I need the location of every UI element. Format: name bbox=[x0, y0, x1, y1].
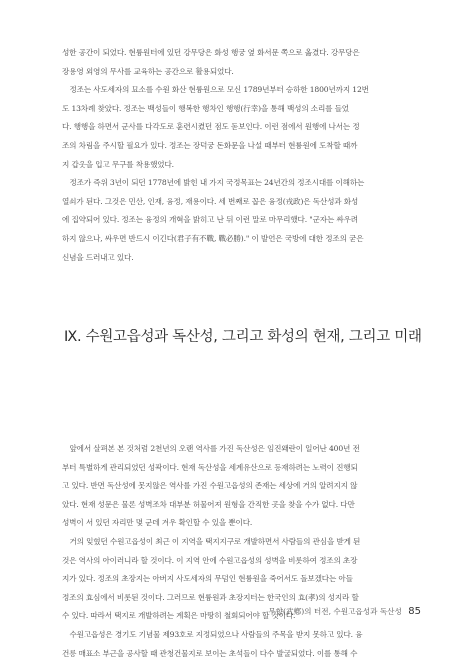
page-footer bbox=[268, 606, 421, 617]
text-line: 장용영 외영의 무사를 교육하는 공간으로 활용되었다. bbox=[62, 66, 234, 76]
text-line: 하지 않으나, 싸우면 반드시 이긴다(君子有不戰, 戰必勝)." 이 발언은 국방에 대한 정조의 굳은 bbox=[62, 233, 364, 243]
text-line: 수 있다. 따라서 택지로 개발하려는 계획은 마땅히 철회되어야 할 것이다. bbox=[62, 611, 296, 621]
text-line: 성한 공간이 되었다. 현륭원터에 있던 강무당은 화성 행궁 옆 화서문 쪽으로 옮겼다. 강무당은 bbox=[62, 48, 360, 57]
text-line: 수원고읍성은 경기도 기념물 제93호로 지정되었으나 사람들의 주목을 받지 못하고 있다. 융 bbox=[62, 629, 363, 639]
section-heading: Ⅸ. 수원고읍성과 독산성, 그리고 화성의 현재, 그리고 미래 bbox=[64, 329, 422, 345]
text-line: 성벽이 서 있던 자리만 몇 군데 겨우 확인할 수 있을 뿐이다. bbox=[62, 518, 253, 528]
text-line: 고 있다. 반면 독산성에 못지않은 역사를 가진 수원고읍성의 존재는 세상에 거의 알려지지 않 bbox=[62, 481, 358, 491]
running-title: 무향(武鄕)의 터전, 수원고읍성과 독산성 bbox=[268, 607, 402, 616]
text-line: 조의 차림을 주시할 필요가 있다. 정조는 장덕궁 돈화문을 나설 때부터 현륭원에 도착할 때까 bbox=[62, 140, 358, 150]
text-line: 정조가 즉위 3년이 되던 1778년에 밝힌 내 가지 국정목표는 24년간의 정조시대를 이해하는 bbox=[62, 178, 365, 188]
text-line: 열쇠가 된다. 그것은 민산, 인재, 융정, 재용이다. 세 번째로 꼽은 융정(戎政)은 독산성과 화성 bbox=[62, 196, 359, 206]
text-line: 도 13차례 찾았다. 정조는 백성들이 행복한 행차인 행행(行幸)을 통해 백성의 소리를 들었 bbox=[62, 103, 349, 113]
text-line: 거의 잊혔던 수원고읍성이 최근 이 지역을 택지지구로 개발하면서 사람들의 관심을 받게 된 bbox=[62, 536, 361, 546]
text-line: 건릉 매표소 부근을 공사할 때 관청건물지로 보이는 초석들이 다수 발굴되었다. 이를 통해 수 bbox=[62, 648, 358, 658]
text-line: 지가 있다. 정조의 초장지는 아버지 사도세자의 무덤인 현륭원을 죽어서도 돌보겠다는 아들 bbox=[62, 574, 353, 584]
text-line: 정조의 효심에서 비롯된 것이다. 그러므로 현륭원과 초장지터는 한국인의 효(孝)의 성지라 할 bbox=[62, 592, 359, 602]
body-text-section-1 bbox=[62, 44, 418, 267]
body-text-section-2 bbox=[62, 440, 418, 663]
text-line: 지 갑옷을 입고 무구를 착용했었다. bbox=[62, 159, 174, 169]
text-line: 앞에서 살펴본 본 것처럼 2천년의 오랜 역사를 가진 독산성은 임진왜란이 일어난 400년 전 bbox=[62, 444, 360, 453]
page-number: 85 bbox=[408, 606, 421, 617]
text-line: 부터 특별하게 관리되었던 성곽이다. 현재 독산성을 세계유산으로 등재하려는 노력이 진행되 bbox=[62, 462, 358, 472]
text-line: 에 집약되어 있다. 정조는 융정의 개혁을 밝히고 난 뒤 이런 말로 마무리했다. "군자는 싸우려 bbox=[62, 215, 358, 225]
text-line: 정조는 사도세자의 묘소를 수원 화산 현륭원으로 모신 1789년부터 승하한 1800년까지 12번 bbox=[62, 85, 369, 95]
text-line: 것은 역사의 아이러니라 할 것이다. 이 지역 안에 수원고읍성의 성벽을 비롯하여 정조의 초장 bbox=[62, 555, 358, 565]
text-line: 았다. 현재 성문은 물론 성벽조차 대부분 허물어져 원형을 간직한 곳을 찾을 수가 없다. 다만 bbox=[62, 499, 355, 509]
text-line: 다. 행행을 하면서 군사를 다각도로 훈련시켰던 점도 돋보인다. 이런 점에서 원행에 나서는 정 bbox=[62, 122, 360, 132]
text-line: 신념을 드러내고 있다. bbox=[62, 252, 134, 262]
